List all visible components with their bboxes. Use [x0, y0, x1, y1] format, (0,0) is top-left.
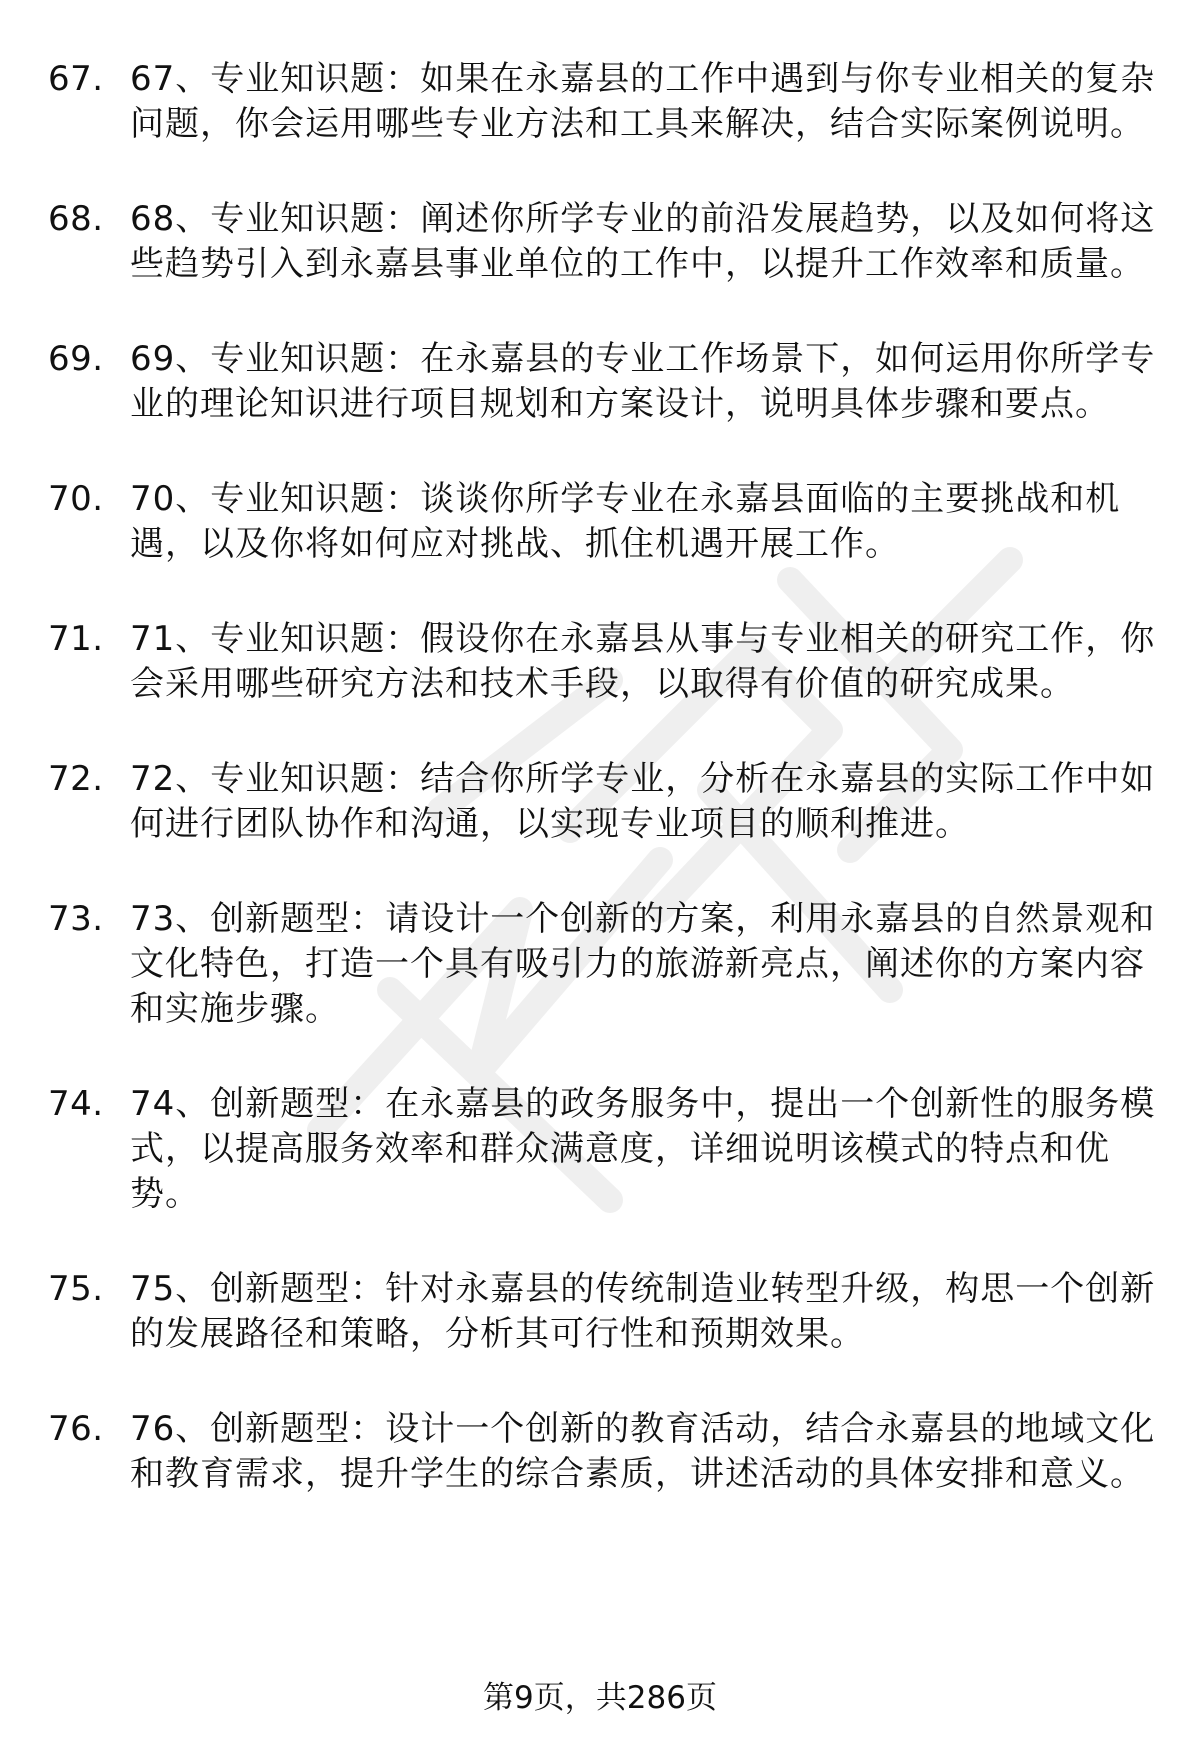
item-text: 69、专业知识题：在永嘉县的专业工作场景下，如何运用你所学专业的理论知识进行项目规划和方案设计，说明具体步骤和要点。 [130, 339, 1156, 424]
item-text: 76、创新题型：设计一个创新的教育活动，结合永嘉县的地域文化和教育需求，提升学生的综合素质，讲述活动的具体安排和意义。 [130, 1409, 1156, 1494]
item-text: 71、专业知识题：假设你在永嘉县从事与专业相关的研究工作，你会采用哪些研究方法和技术手段，以取得有价值的研究成果。 [130, 619, 1156, 704]
list-item [48, 1267, 1158, 1357]
item-number: 76. [48, 1409, 104, 1449]
item-text: 73、创新题型：请设计一个创新的方案，利用永嘉县的自然景观和文化特色，打造一个具有吸引力的旅游新亮点，阐述你的方案内容和实施步骤。 [130, 899, 1156, 1029]
page-footer [0, 1678, 1200, 1718]
item-text: 75、创新题型：针对永嘉县的传统制造业转型升级，构思一个创新的发展路径和策略，分析其可行性和预期效果。 [130, 1269, 1156, 1354]
item-number: 75. [48, 1269, 104, 1309]
question-list [48, 57, 1158, 1547]
item-number: 72. [48, 759, 104, 799]
item-text: 74、创新题型：在永嘉县的政务服务中，提出一个创新性的服务模式，以提高服务效率和群众满意度，详细说明该模式的特点和优势。 [130, 1084, 1156, 1214]
list-item [48, 617, 1158, 707]
list-item [48, 337, 1158, 427]
list-item [48, 57, 1158, 147]
item-number: 68. [48, 199, 104, 239]
list-item [48, 197, 1158, 287]
list-item [48, 477, 1158, 567]
item-text: 72、专业知识题：结合你所学专业，分析在永嘉县的实际工作中如何进行团队协作和沟通，以实现专业项目的顺利推进。 [130, 759, 1156, 844]
list-item [48, 757, 1158, 847]
list-item [48, 897, 1158, 1032]
page-number-label: 第9页，共286页 [483, 1680, 717, 1716]
item-number: 74. [48, 1084, 104, 1124]
item-text: 67、专业知识题：如果在永嘉县的工作中遇到与你专业相关的复杂问题，你会运用哪些专业方法和工具来解决，结合实际案例说明。 [130, 59, 1156, 144]
list-item [48, 1082, 1158, 1217]
item-text: 68、专业知识题：阐述你所学专业的前沿发展趋势，以及如何将这些趋势引入到永嘉县事业单位的工作中，以提升工作效率和质量。 [130, 199, 1156, 284]
list-item [48, 1407, 1158, 1497]
item-number: 73. [48, 899, 104, 939]
item-number: 70. [48, 479, 104, 519]
item-number: 67. [48, 59, 104, 99]
item-number: 69. [48, 339, 104, 379]
item-text: 70、专业知识题：谈谈你所学专业在永嘉县面临的主要挑战和机遇，以及你将如何应对挑战、抓住机遇开展工作。 [130, 479, 1121, 564]
item-number: 71. [48, 619, 104, 659]
